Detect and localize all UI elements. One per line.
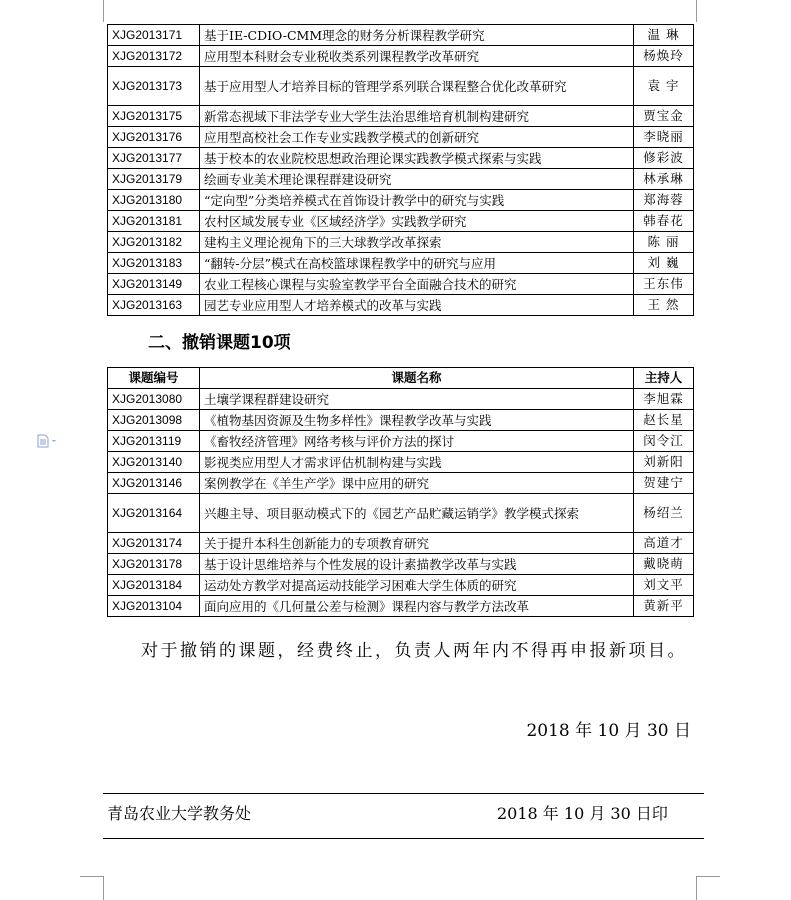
document-options-icon[interactable]	[37, 434, 59, 448]
table-row	[108, 494, 694, 533]
cell-code: XJG2013146	[108, 473, 200, 494]
cell-holder: 刘文平	[634, 575, 694, 596]
table-row	[108, 473, 694, 494]
revocation-note: 对于撤销的课题，经费终止，负责人两年内不得再申报新项目。	[141, 641, 687, 661]
cell-title: 园艺专业应用型人才培养模式的改革与实践	[200, 295, 634, 316]
cell-holder: 李晓丽	[634, 127, 694, 148]
cell-title: 土壤学课程群建设研究	[200, 389, 634, 410]
footer-print-date: 2018 年 10 月 30 日印	[497, 804, 668, 823]
table-row	[108, 67, 694, 106]
cell-title: 基于IE-CDIO-CMM理念的财务分析课程教学研究	[200, 25, 634, 46]
table-row	[108, 25, 694, 46]
cell-holder: 温 琳	[634, 25, 694, 46]
table-row	[108, 211, 694, 232]
corner-mark-bottom-right-h	[696, 876, 720, 877]
cell-code: XJG2013119	[108, 431, 200, 452]
cell-title: 农业工程核心课程与实验室教学平台全面融合技术的研究	[200, 274, 634, 295]
cell-code: XJG2013183	[108, 253, 200, 274]
cell-title: “翻转-分层”模式在高校篮球课程教学中的研究与应用	[200, 253, 634, 274]
cell-code: XJG2013182	[108, 232, 200, 253]
table-row	[108, 554, 694, 575]
cell-code: XJG2013175	[108, 106, 200, 127]
revoked-projects-table	[107, 367, 694, 617]
cell-title: 基于校本的农业院校思想政治理论课实践教学模式探索与实践	[200, 148, 634, 169]
cell-holder: 杨绍兰	[634, 494, 694, 533]
cell-holder: 杨焕玲	[634, 46, 694, 67]
continued-projects-table	[107, 24, 694, 316]
cell-code: XJG2013098	[108, 410, 200, 431]
cell-holder: 刘新阳	[634, 452, 694, 473]
cell-title: 兴趣主导、项目驱动模式下的《园艺产品贮藏运销学》教学模式探索	[200, 494, 634, 533]
cell-holder: 高道才	[634, 533, 694, 554]
table-row	[108, 274, 694, 295]
cell-title: 运动处方教学对提高运动技能学习困难大学生体质的研究	[200, 575, 634, 596]
cell-holder: 修彩波	[634, 148, 694, 169]
table-row	[108, 452, 694, 473]
table-row	[108, 190, 694, 211]
cell-code: XJG2013184	[108, 575, 200, 596]
table-header-row	[108, 368, 694, 389]
cell-code: XJG2013174	[108, 533, 200, 554]
cell-code: XJG2013104	[108, 596, 200, 617]
cell-holder: 刘 巍	[634, 253, 694, 274]
table-row	[108, 46, 694, 67]
cell-title: 《植物基因资源及生物多样性》课程教学改革与实践	[200, 410, 634, 431]
cell-code: XJG2013172	[108, 46, 200, 67]
cell-title: 绘画专业美术理论课程群建设研究	[200, 169, 634, 190]
cell-code: XJG2013171	[108, 25, 200, 46]
table-row	[108, 232, 694, 253]
cell-title: 建构主义理论视角下的三大球教学改革探索	[200, 232, 634, 253]
table-row	[108, 533, 694, 554]
cell-title: 基于设计思维培养与个性发展的设计素描教学改革与实践	[200, 554, 634, 575]
document-date: 2018 年 10 月 30 日	[526, 721, 691, 741]
footer-office: 青岛农业大学教务处	[107, 804, 252, 823]
table-row	[108, 410, 694, 431]
cell-title: 《畜牧经济管理》网络考核与评价方法的探讨	[200, 431, 634, 452]
header-title: 课题名称	[200, 368, 634, 389]
table-row	[108, 253, 694, 274]
cell-holder: 贺建宁	[634, 473, 694, 494]
cell-code: XJG2013173	[108, 67, 200, 106]
cell-code: XJG2013080	[108, 389, 200, 410]
cell-holder: 赵长星	[634, 410, 694, 431]
cell-title: 关于提升本科生创新能力的专项教育研究	[200, 533, 634, 554]
table-row	[108, 169, 694, 190]
cell-code: XJG2013163	[108, 295, 200, 316]
cell-code: XJG2013180	[108, 190, 200, 211]
cell-holder: 贾宝金	[634, 106, 694, 127]
table-row	[108, 127, 694, 148]
cell-holder: 黄新平	[634, 596, 694, 617]
corner-mark-top-left-v	[103, 0, 104, 22]
table-row	[108, 431, 694, 452]
cell-code: XJG2013177	[108, 148, 200, 169]
cell-holder: 林承琳	[634, 169, 694, 190]
corner-mark-bottom-right-v	[696, 876, 697, 900]
cell-title: 影视类应用型人才需求评估机制构建与实践	[200, 452, 634, 473]
header-code: 课题编号	[108, 368, 200, 389]
table-row	[108, 106, 694, 127]
cell-holder: 李旭霖	[634, 389, 694, 410]
footer-top-rule	[103, 793, 704, 794]
cell-code: XJG2013179	[108, 169, 200, 190]
table-row	[108, 575, 694, 596]
corner-mark-top-right-v	[696, 0, 697, 22]
corner-mark-bottom-left-v	[103, 876, 104, 900]
cell-holder: 韩春花	[634, 211, 694, 232]
cell-title: 农村区域发展专业《区域经济学》实践教学研究	[200, 211, 634, 232]
header-holder: 主持人	[634, 368, 694, 389]
table-row	[108, 295, 694, 316]
cell-holder: 陈 丽	[634, 232, 694, 253]
table-row	[108, 389, 694, 410]
table-row	[108, 596, 694, 617]
cell-holder: 王 然	[634, 295, 694, 316]
cell-holder: 王东伟	[634, 274, 694, 295]
cell-title: 基于应用型人才培养目标的管理学系列联合课程整合优化改革研究	[200, 67, 634, 106]
table-row	[108, 148, 694, 169]
cell-holder: 戴晓萌	[634, 554, 694, 575]
cell-holder: 闵令江	[634, 431, 694, 452]
cell-code: XJG2013149	[108, 274, 200, 295]
cell-title: 面向应用的《几何量公差与检测》课程内容与教学方法改革	[200, 596, 634, 617]
corner-mark-bottom-left-h	[80, 876, 104, 877]
cell-title: 新常态视域下非法学专业大学生法治思维培育机制构建研究	[200, 106, 634, 127]
cell-code: XJG2013178	[108, 554, 200, 575]
cell-holder: 郑海蓉	[634, 190, 694, 211]
cell-code: XJG2013164	[108, 494, 200, 533]
cell-code: XJG2013176	[108, 127, 200, 148]
footer-bottom-rule	[103, 838, 704, 839]
cell-title: 应用型高校社会工作专业实践教学模式的创新研究	[200, 127, 634, 148]
cell-code: XJG2013181	[108, 211, 200, 232]
cell-holder: 袁 宇	[634, 67, 694, 106]
cell-code: XJG2013140	[108, 452, 200, 473]
cell-title: 案例教学在《羊生产学》课中应用的研究	[200, 473, 634, 494]
cell-title: 应用型本科财会专业税收类系列课程教学改革研究	[200, 46, 634, 67]
cell-title: “定向型”分类培养模式在首饰设计教学中的研究与实践	[200, 190, 634, 211]
section-heading-revoked: 二、撤销课题10项	[148, 333, 291, 353]
